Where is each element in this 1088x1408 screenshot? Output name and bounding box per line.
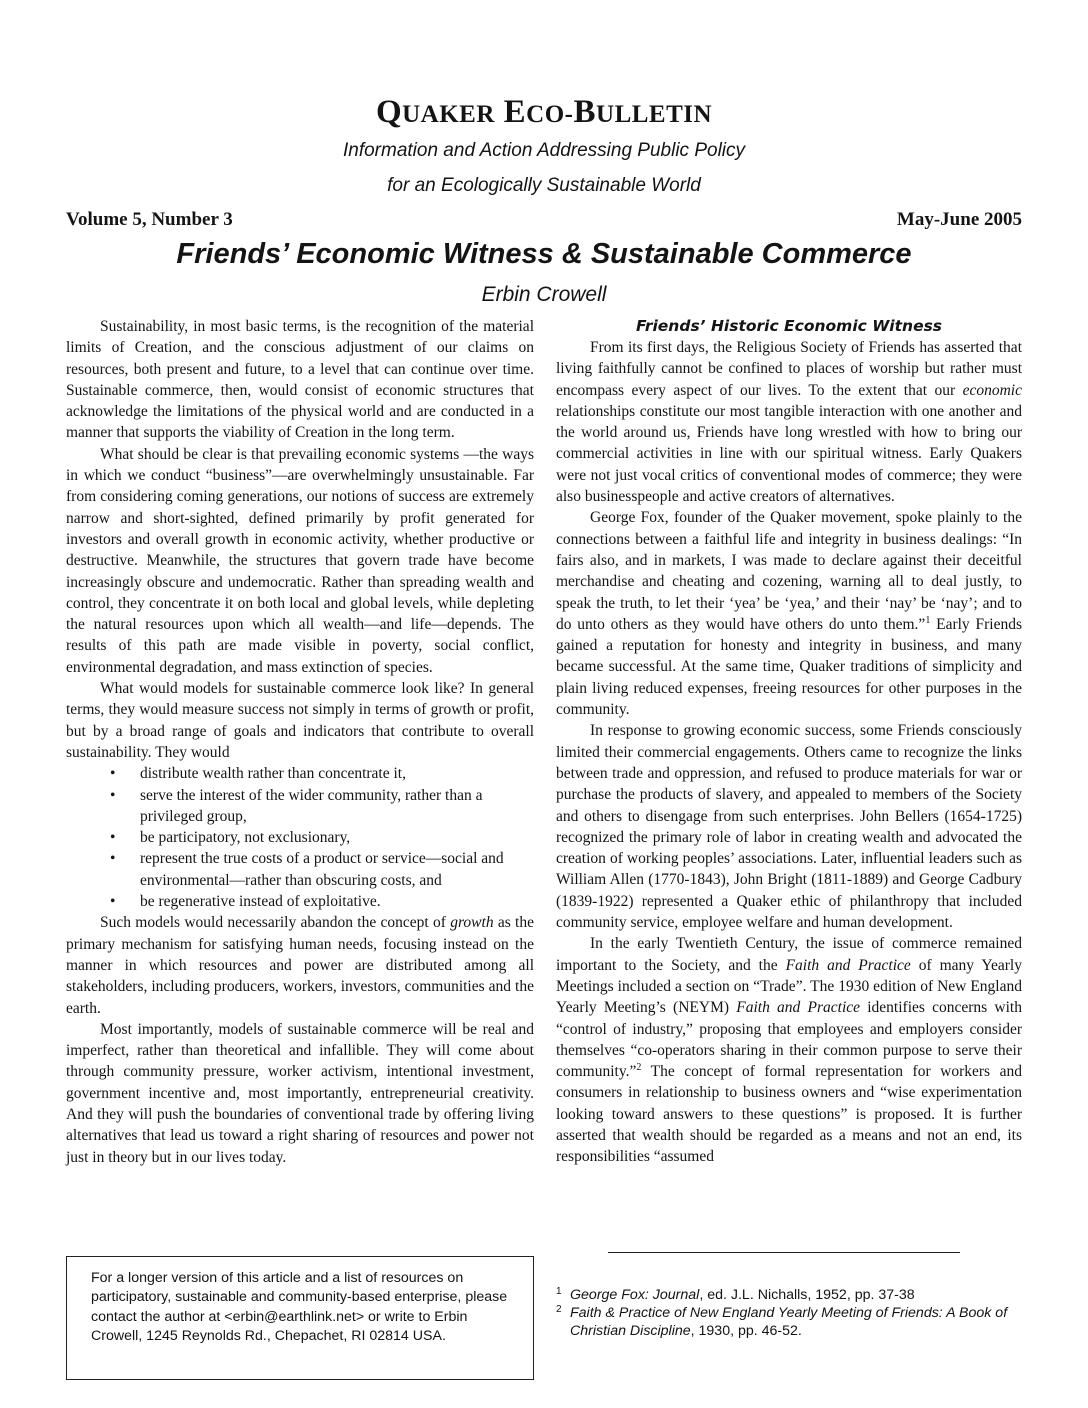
- list-item: • distribute wealth rather than concentrate it,: [66, 763, 534, 784]
- title-word-quaker: UAKER: [402, 101, 495, 128]
- list-item: • be participatory, not exclusionary,: [66, 827, 534, 848]
- footnote: 1 George Fox: Journal, ed. J.L. Nichalls, 1952, pp. 37-38: [556, 1286, 1026, 1304]
- title-initial-b: B: [573, 94, 597, 130]
- list-item: • represent the true costs of a product or service—social and environmental—rather than obscuring costs, and: [110, 850, 504, 889]
- contact-callout-box: [66, 1256, 534, 1380]
- paragraph: Such models would necessarily abandon the concept of growth as the primary mechanism for satisfying human needs, focusing instead on the manner in which resources and power are distributed among all stakeholders, including producers, workers, investors, communities and the earth.: [66, 914, 534, 1017]
- footnote: 2 Faith & Practice of New England Yearly Meeting of Friends: A Book of Christian Discipline, 1930, pp. 46-52.: [556, 1304, 1026, 1340]
- article-byline: Erbin Crowell: [481, 283, 607, 306]
- bullet-icon: •: [110, 850, 116, 868]
- paragraph: From its first days, the Religious Society of Friends has asserted that living faithfully cannot be confined to places of worship but rather must encompass every aspect of our lives. To the extent that our economic relationships constitute our most tangible interaction with one another and the world around us, Friends have long wrestled with how to bring our commercial activities in line with our spiritual witness. Early Quakers were not just vocal critics of conventional modes of commerce; they were also businesspeople and active creators of alternatives.: [556, 339, 1022, 506]
- newsletter-title: [0, 92, 1088, 135]
- newsletter-subtitle-line1: Information and Action Addressing Public Policy: [342, 140, 746, 161]
- title-initial-q: Q: [375, 94, 403, 130]
- footnotes: [556, 1286, 1026, 1340]
- bullet-icon: •: [110, 893, 116, 911]
- list-item: • be regenerative instead of exploitative.: [66, 891, 534, 912]
- bullet-icon: •: [110, 765, 116, 783]
- paragraph: George Fox, founder of the Quaker movement, spoke plainly to the connections between a faithful life and integrity in business dealings: “In fairs also, and in markets, I was made to declare against their deceitful merchandise and cheating and cozening, warning all to deal justly, to speak the truth, to let their ‘yea’ be ‘yea,’ and their ‘nay’ be ‘nay’; and to do unto others as they would have others do unto them.”$^1$ Early Friends gained a reputation for honesty and integrity in business, and many became successful. At the same time, Quaker traditions of simplicity and plain living reduced expenses, freeing resources for other purposes in the community.: [556, 509, 1022, 719]
- paragraph: What should be clear is that prevailing economic systems —the ways in which we conduct “business”—are overwhelmingly unsustainable. Far from considering coming generations, our notions of success are extremely narrow and short-sighted, defined primarily by profit generated for investors and overall growth in economic activity, whether productive or destructive. Meanwhile, the structures that govern trade have become increasingly obscure and undemocratic. Rather than spreading wealth and control, they concentrate it on both local and global levels, while depleting the natural resources upon which all wealth—and life—depends. The results of this path are made visible in poverty, social conflict, environmental degradation, and mass extinction of species.: [66, 445, 534, 676]
- paragraph: In the early Twentieth Century, the issue of commerce remained important to the Society, and the Faith and Practice of many Yearly Meetings included a section on “Trade”. The 1930 edition of New England Yearly Meeting’s (NEYM) Faith and Practice identifies concerns with “control of industry,” proposing that employees and employers consider themselves “co-operators sharing in their common purpose to serve their community.”$^2$ The concept of formal representation for workers and consumers in relationship to business owners and “wise experimentation looking toward answers to these questions” is proposed. It is further asserted that wealth should be regarded as a means and not an end, its responsibilities “assumed: [556, 935, 1022, 1166]
- footnote-number: 2: [556, 1304, 562, 1315]
- bullet-icon: •: [110, 829, 116, 847]
- paragraph: Sustainability, in most basic terms, is the recognition of the material limits of Creation, and the conscious adjustment of our claims on resources, both present and future, to a level that can continue over time. Sustainable commerce, then, would consist of economic structures that acknowledge the limitations of the physical world and are conducted in a manner that supports the viability of Creation in the long term.: [66, 318, 534, 442]
- paragraph: Most importantly, models of sustainable commerce will be real and imperfect, rather than theoretical and infallible. They will come about through community pressure, worker activism, intentional investment, government incentive and, most importantly, entrepreneurial creativity. And they will push the boundaries of conventional trade by offering living alternatives that lead us toward a right sharing of resources and power not just in theory but in our lives today.: [66, 1020, 534, 1166]
- title-initial-e: E: [503, 94, 527, 130]
- title-word-eco: CO-: [526, 101, 574, 128]
- bullet-list: [66, 763, 534, 912]
- issue-volume: Volume 5, Number 3: [66, 209, 233, 230]
- section-heading: Friends’ Historic Economic Witness: [635, 317, 943, 335]
- callout-text: For a longer version of this article and a list of resources on participatory, sustainable and community-based enterprise, please contact the author at <erbin@earthlink.net> or write to Erbin Crowell, 1245 Reynolds Rd., Chepachet, RI 02814 USA.: [91, 1270, 508, 1344]
- issue-date: May-June 2005: [896, 209, 1022, 230]
- footnote-divider: [608, 1252, 960, 1253]
- title-word-bulletin: ULLETIN: [596, 101, 713, 128]
- footnote-ref: 2: [636, 1061, 642, 1073]
- footnote-number: 1: [556, 1286, 562, 1297]
- bullet-icon: •: [110, 786, 116, 804]
- list-item: • serve the interest of the wider community, rather than a privileged group,: [110, 786, 483, 825]
- article-headline: Friends’ Economic Witness & Sustainable Commerce: [176, 238, 912, 270]
- footnote-ref: 1: [925, 614, 931, 626]
- article-right-column: [556, 316, 1022, 1168]
- article-left-column: [66, 316, 534, 1168]
- newsletter-subtitle-line2: for an Ecologically Sustainable World: [387, 175, 701, 196]
- paragraph: In response to growing economic success, some Friends consciously limited their commercial engagements. Others came to recognize the links between trade and oppression, and refused to produce materials for war or purchase the products of slavery, and appealed to members of the Society and others to disengage from such enterprises. John Bellers (1654-1725) recognized the primary role of labor in creating wealth and advocated the creation of working peoples’ associations. Later, influential leaders such as William Allen (1770-1843), John Bright (1811-1889) and George Cadbury (1839-1922) represented a Quaker ethic of philanthropy that included community service, employee welfare and human development.: [556, 722, 1022, 932]
- paragraph: What would models for sustainable commerce look like? In general terms, they would measure success not simply in terms of growth or profit, but by a broad range of goals and indicators that contribute to overall sustainability. They would: [66, 680, 534, 761]
